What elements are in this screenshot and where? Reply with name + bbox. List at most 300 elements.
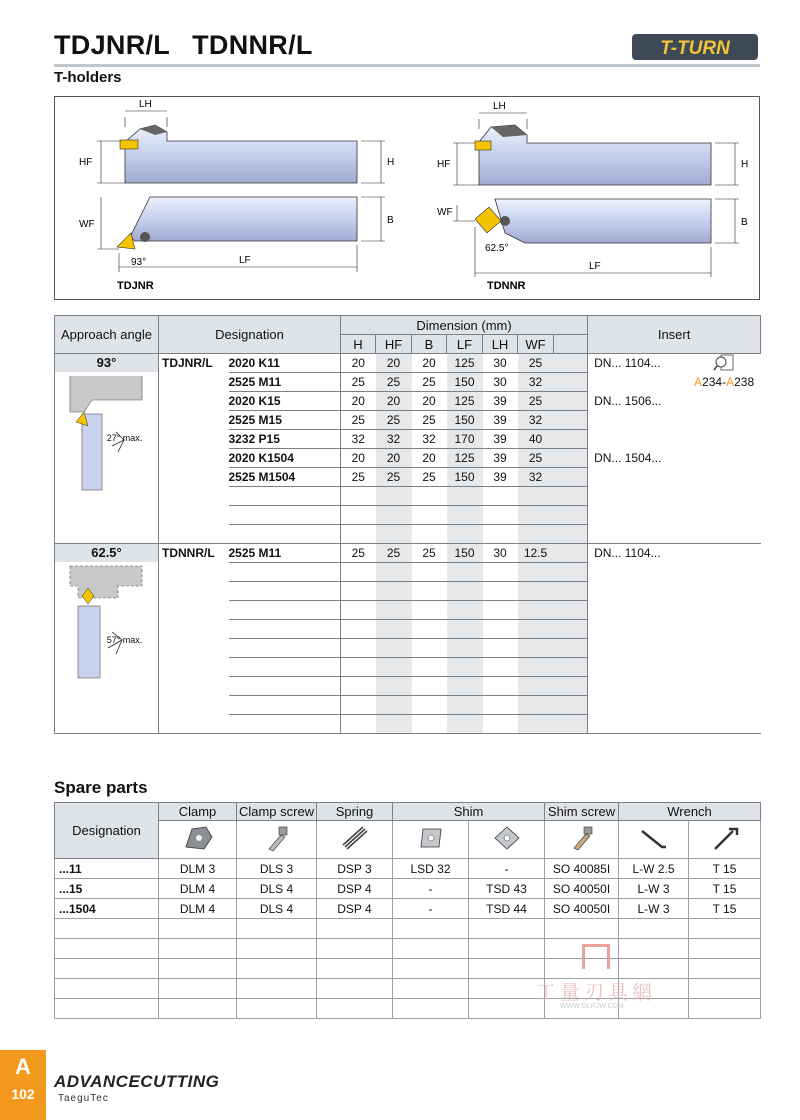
dimension-cell: [518, 582, 554, 601]
shim-screw-icon: [545, 821, 619, 859]
spare-cell: T 15: [689, 879, 761, 899]
header-dim-wf: WF: [518, 335, 554, 354]
header-dim-hf: HF: [376, 335, 412, 354]
spare-designation: ...15: [55, 879, 159, 899]
dimension-cell: [412, 525, 447, 544]
spare-header-clamp: Clamp: [159, 803, 237, 821]
designation-size: [229, 677, 341, 696]
spare-cell: [317, 999, 393, 1019]
designation-size: 2020 K11: [229, 354, 341, 373]
dimension-cell: [518, 563, 554, 582]
designation-size: 3232 P15: [229, 430, 341, 449]
spare-cell: L-W 2.5: [619, 859, 689, 879]
insert-ref-cell: [688, 677, 761, 696]
insert-ref-cell: [688, 639, 761, 658]
insert-type: [588, 506, 688, 525]
approach-angle-value: 93°: [55, 354, 158, 372]
dimension-cell: [554, 354, 588, 373]
dimension-cell: [447, 563, 483, 582]
dimension-cell: 150: [447, 544, 483, 563]
dimension-cell: [341, 563, 376, 582]
spare-cell: -: [469, 859, 545, 879]
ref-dash: -: [722, 375, 727, 389]
dimension-cell: 125: [447, 449, 483, 468]
insert-ref-cell: [688, 392, 761, 411]
dimension-cell: 32: [518, 373, 554, 392]
shim-tsd-icon: [469, 821, 545, 859]
spare-cell: [317, 919, 393, 939]
dimension-cell: 20: [341, 354, 376, 373]
insert-type: [588, 639, 688, 658]
dimension-cell: [412, 715, 447, 734]
insert-ref-cell: [688, 468, 761, 487]
spare-designation: ...11: [55, 859, 159, 879]
designation-size: [229, 658, 341, 677]
dimension-cell: [341, 506, 376, 525]
dimension-cell: [554, 392, 588, 411]
dim-hf-right: HF: [437, 159, 451, 170]
page-letter: A: [15, 1054, 31, 1079]
insert-type: [588, 677, 688, 696]
dimension-cell: [376, 696, 412, 715]
insert-type: [588, 525, 688, 544]
ref-a-letter: A: [694, 375, 703, 389]
dimension-cell: 25: [412, 373, 447, 392]
dimension-cell: 25: [341, 373, 376, 392]
dimension-cell: [341, 677, 376, 696]
tdjnr-top-view: [117, 197, 357, 249]
designation-prefix-empty: [159, 373, 229, 392]
dimension-cell: [518, 696, 554, 715]
spare-cell: [159, 999, 237, 1019]
dimension-cell: [554, 563, 588, 582]
dimension-cell: [376, 715, 412, 734]
insert-ref-cell: [688, 411, 761, 430]
dimension-cell: [341, 658, 376, 677]
dimension-cell: 20: [376, 392, 412, 411]
dimension-cell: [554, 620, 588, 639]
table-row: [55, 487, 761, 506]
insert-type: [588, 715, 688, 734]
dimension-cell: 39: [483, 468, 518, 487]
designation-size: [229, 639, 341, 658]
designation-size: 2525 M11: [229, 544, 341, 563]
dim-wf-left: WF: [79, 219, 95, 230]
spare-cell: [237, 939, 317, 959]
dimension-cell: 20: [341, 392, 376, 411]
designation-prefix-empty: [159, 449, 229, 468]
spare-cell: SO 40050I: [545, 879, 619, 899]
insert-ref-cell: [688, 506, 761, 525]
approach-angle-cell: [55, 354, 159, 544]
spare-parts-title: Spare parts: [54, 778, 148, 797]
spare-cell: [159, 939, 237, 959]
table-row: [55, 411, 761, 430]
dimension-cell: [518, 677, 554, 696]
watermark-text: 工量刃具網: [536, 982, 656, 1004]
spare-cell: DLS 4: [237, 899, 317, 919]
dimension-cell: [447, 696, 483, 715]
spare-cell: [469, 959, 545, 979]
dimension-cell: 25: [376, 373, 412, 392]
ref-b: 238: [734, 375, 755, 389]
spare-row: [55, 899, 761, 919]
dimension-cell: 30: [483, 544, 518, 563]
tdnnr-side-view: [475, 125, 711, 185]
page-subtitle: T-holders: [54, 69, 122, 86]
dim-h-right: H: [741, 159, 749, 170]
dimension-cell: 25: [376, 544, 412, 563]
dimension-cell: 40: [518, 430, 554, 449]
dimension-cell: 20: [376, 354, 412, 373]
dimension-cell: [412, 620, 447, 639]
dimension-cell: 20: [412, 449, 447, 468]
header-approach-angle: Approach angle: [55, 316, 159, 354]
designation-size: 2525 M15: [229, 411, 341, 430]
dimension-cell: [554, 506, 588, 525]
dimension-cell: [554, 468, 588, 487]
dim-b-left: B: [387, 215, 394, 226]
dimension-cell: [554, 715, 588, 734]
dimension-cell: 150: [447, 468, 483, 487]
dimension-cell: 20: [412, 392, 447, 411]
dimension-cell: 39: [483, 392, 518, 411]
dim-lf-left: LF: [239, 255, 251, 266]
designation-prefix: TDNNR/L: [162, 546, 215, 561]
designation-prefix-empty: [159, 506, 229, 525]
insert-type: DN... 1104...: [594, 546, 661, 561]
table-row: [55, 677, 761, 696]
holder-table: [54, 315, 761, 734]
header-designation: Designation: [159, 316, 341, 354]
dimension-cell: [483, 487, 518, 506]
holder-diagram: [54, 96, 760, 300]
insert-type: DN... 1504...: [594, 451, 662, 465]
dimension-cell: [341, 487, 376, 506]
dimension-cell: [412, 658, 447, 677]
designation-size: [229, 525, 341, 544]
dimension-cell: [376, 601, 412, 620]
spare-cell: DLS 3: [237, 859, 317, 879]
dimension-cell: 20: [376, 449, 412, 468]
insert-ref-cell: [688, 563, 761, 582]
dim-lf-right: LF: [589, 261, 601, 272]
dimension-cell: 25: [412, 411, 447, 430]
t-turn-logo: [632, 30, 762, 64]
insert-type: [588, 430, 688, 449]
max-angle-note: 57° max.: [106, 635, 143, 645]
spare-cell: [469, 979, 545, 999]
dimension-cell: [447, 582, 483, 601]
dimension-cell: [412, 487, 447, 506]
spare-designation: [55, 999, 159, 1019]
spare-designation: [55, 939, 159, 959]
dimension-cell: [518, 658, 554, 677]
dimension-cell: 170: [447, 430, 483, 449]
dimension-cell: [483, 582, 518, 601]
dimension-cell: [447, 639, 483, 658]
insert-type: [588, 601, 688, 620]
dimension-cell: [376, 506, 412, 525]
dimension-cell: 32: [341, 430, 376, 449]
spare-cell: [159, 919, 237, 939]
dimension-cell: [447, 658, 483, 677]
spare-cell: DLM 3: [159, 859, 237, 879]
watermark-url: WWW.GLRJW.COM: [560, 1003, 624, 1010]
dimension-cell: [554, 525, 588, 544]
dimension-cell: [447, 487, 483, 506]
magnifier-icon: [713, 354, 735, 372]
dim-h-left: H: [387, 157, 395, 168]
dimension-cell: [412, 601, 447, 620]
spare-cell: [317, 979, 393, 999]
dimension-cell: [483, 658, 518, 677]
table-row: [55, 525, 761, 544]
dimension-cell: [376, 525, 412, 544]
dimension-cell: [341, 582, 376, 601]
spare-row: [55, 859, 761, 879]
spare-cell: L-W 3: [619, 879, 689, 899]
dimension-cell: 39: [483, 430, 518, 449]
dimension-cell: [376, 487, 412, 506]
dimension-cell: [412, 506, 447, 525]
dimension-cell: 25: [412, 544, 447, 563]
header-dim-extra: [554, 335, 588, 354]
spare-row: [55, 919, 761, 939]
spare-cell: T 15: [689, 899, 761, 919]
spare-cell: -: [393, 899, 469, 919]
dimension-cell: 125: [447, 354, 483, 373]
spare-cell: [159, 979, 237, 999]
header-dim-b: B: [412, 335, 447, 354]
insert-ref-cell: [688, 525, 761, 544]
spare-cell: [689, 919, 761, 939]
spare-cell: TSD 44: [469, 899, 545, 919]
spare-cell: [237, 919, 317, 939]
spare-cell: L-W 3: [619, 899, 689, 919]
dimension-cell: [376, 639, 412, 658]
header-dimension: Dimension (mm): [341, 316, 588, 335]
dimension-cell: 25: [376, 411, 412, 430]
hex-wrench-icon: [619, 821, 689, 859]
spare-cell: [393, 939, 469, 959]
spare-row: [55, 879, 761, 899]
spare-designation: [55, 919, 159, 939]
dimension-cell: [412, 696, 447, 715]
approach-angle-cell: [55, 544, 159, 734]
spare-row: [55, 939, 761, 959]
dimension-cell: [483, 506, 518, 525]
spare-cell: [689, 999, 761, 1019]
spare-cell: T 15: [689, 859, 761, 879]
title-tdjnr: TDJNR/L: [54, 30, 171, 60]
dimension-cell: 20: [412, 354, 447, 373]
spare-cell: DSP 4: [317, 879, 393, 899]
dimension-cell: [412, 677, 447, 696]
shim-lsd-icon: [393, 821, 469, 859]
dimension-cell: [554, 449, 588, 468]
dimension-cell: 150: [447, 373, 483, 392]
dimension-cell: [376, 563, 412, 582]
dimension-cell: 25: [341, 468, 376, 487]
dim-angle-right: 62.5°: [485, 243, 509, 254]
spare-header-spring: Spring: [317, 803, 393, 821]
table-row: [55, 468, 761, 487]
spare-header-shim: Shim: [393, 803, 545, 821]
insert-type: [588, 582, 688, 601]
ref-a: 234: [702, 375, 723, 389]
dim-b-right: B: [741, 217, 748, 228]
header-dim-lh: LH: [483, 335, 518, 354]
dimension-cell: [341, 696, 376, 715]
table-row: [55, 696, 761, 715]
insert-ref-cell: [688, 430, 761, 449]
designation-prefix-empty: [159, 487, 229, 506]
designation-prefix-empty: [159, 525, 229, 544]
spare-cell: DLS 4: [237, 879, 317, 899]
spare-cell: [237, 979, 317, 999]
header-dim-lf: LF: [447, 335, 483, 354]
dimension-cell: [376, 658, 412, 677]
table-row: [55, 601, 761, 620]
approach-angle-value: 62.5°: [55, 544, 158, 562]
spare-cell: [689, 939, 761, 959]
dimension-cell: 39: [483, 449, 518, 468]
spare-cell: TSD 43: [469, 879, 545, 899]
dimension-cell: 125: [447, 392, 483, 411]
dimension-cell: [447, 620, 483, 639]
dimension-cell: [341, 601, 376, 620]
spare-designation: ...1504: [55, 899, 159, 919]
insert-type: [588, 411, 688, 430]
dimension-cell: [554, 639, 588, 658]
table-row: [55, 544, 761, 563]
dimension-cell: 25: [518, 392, 554, 411]
dimension-cell: [554, 696, 588, 715]
insert-page-ref[interactable]: [688, 375, 761, 389]
clamp-icon: [159, 821, 237, 859]
dimension-cell: [518, 639, 554, 658]
dimension-cell: [447, 506, 483, 525]
dimension-cell: [554, 411, 588, 430]
designation-prefix-empty: [159, 696, 229, 715]
spare-cell: [159, 959, 237, 979]
dimension-cell: [483, 639, 518, 658]
insert-ref-cell: [688, 544, 761, 563]
designation-size: [229, 487, 341, 506]
insert-type: [588, 563, 688, 582]
designation-size: 2525 M1504: [229, 468, 341, 487]
insert-ref-cell: [688, 601, 761, 620]
dimension-cell: [483, 563, 518, 582]
svg-text:T-TURN: T-TURN: [660, 38, 730, 59]
dimension-cell: [518, 506, 554, 525]
spare-cell: [317, 959, 393, 979]
dimension-cell: [341, 620, 376, 639]
spare-designation: [55, 959, 159, 979]
dimension-cell: 32: [518, 411, 554, 430]
brand-subtitle: TaeguTec: [58, 1093, 109, 1104]
insert-ref-cell: [688, 715, 761, 734]
title-rule: [54, 64, 760, 67]
dimension-cell: [483, 715, 518, 734]
designation-size: 2525 M11: [229, 373, 341, 392]
dim-lh-left: LH: [139, 99, 152, 110]
spare-designation: [55, 979, 159, 999]
dimension-cell: [447, 525, 483, 544]
insert-type: [588, 487, 688, 506]
header-insert: Insert: [588, 316, 761, 354]
dimension-cell: 25: [341, 411, 376, 430]
table-row: [55, 563, 761, 582]
designation-prefix-empty: [159, 582, 229, 601]
spare-cell: [469, 919, 545, 939]
designation-size: 2020 K15: [229, 392, 341, 411]
designation-prefix-empty: [159, 715, 229, 734]
dimension-cell: 39: [483, 411, 518, 430]
tool-name-tdjnr: TDJNR: [117, 280, 154, 292]
spare-cell: [393, 979, 469, 999]
dimension-cell: [518, 525, 554, 544]
title-tdnnr: TDNNR/L: [192, 30, 313, 60]
header-dim-h: H: [341, 335, 376, 354]
spare-cell: [393, 919, 469, 939]
dimension-cell: [412, 582, 447, 601]
holder-table-body: [55, 354, 761, 734]
spare-cell: [619, 939, 689, 959]
dim-lh-right: LH: [493, 101, 506, 112]
dimension-cell: 12.5: [518, 544, 554, 563]
dimension-cell: [341, 525, 376, 544]
spare-cell: DSP 4: [317, 899, 393, 919]
designation-prefix-empty: [159, 601, 229, 620]
spare-cell: [619, 919, 689, 939]
page-tab: [0, 1050, 46, 1120]
dimension-cell: [554, 373, 588, 392]
table-row: [55, 658, 761, 677]
spare-cell: [237, 999, 317, 1019]
torx-wrench-icon: [689, 821, 761, 859]
spare-cell: [237, 959, 317, 979]
designation-prefix-empty: [159, 658, 229, 677]
dimension-cell: [554, 430, 588, 449]
page-title: [54, 30, 335, 61]
dimension-cell: [447, 677, 483, 696]
tdjnr-side-view: [120, 125, 357, 183]
spare-cell: [545, 919, 619, 939]
dimension-cell: [518, 487, 554, 506]
insert-type: [588, 468, 688, 487]
clamp-screw-icon: [237, 821, 317, 859]
dimension-cell: [483, 525, 518, 544]
spare-cell: [469, 999, 545, 1019]
table-row: [55, 373, 761, 392]
brand-logo: ADVANCECUTTING: [54, 1072, 220, 1091]
designation-prefix-empty: [159, 468, 229, 487]
dimension-cell: 20: [341, 449, 376, 468]
designation-size: [229, 506, 341, 525]
dim-wf-right: WF: [437, 207, 453, 218]
insert-type: DN... 1104...: [594, 356, 661, 371]
insert-type: [588, 658, 688, 677]
dimension-cell: [554, 487, 588, 506]
spare-cell: [393, 999, 469, 1019]
dimension-cell: [447, 601, 483, 620]
dimension-cell: 32: [376, 430, 412, 449]
spare-header-clamp-screw: Clamp screw: [237, 803, 317, 821]
designation-size: [229, 601, 341, 620]
dimension-cell: [483, 677, 518, 696]
